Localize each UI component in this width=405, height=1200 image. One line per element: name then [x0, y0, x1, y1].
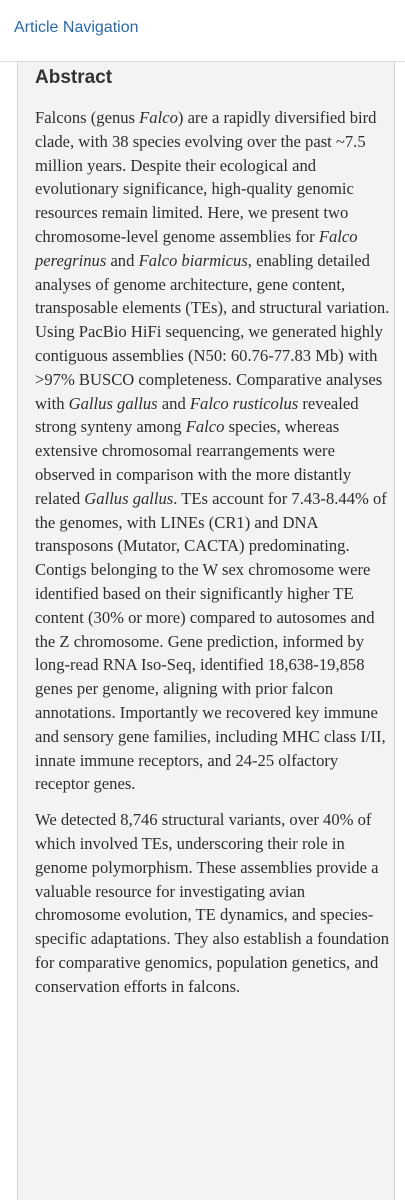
abstract-text: , enabling detailed analyses of genome architecture, gene content, transposable elements (TEs), and structural variation. Using PacBio HiFi sequencing, we generated highly contiguous assemblies (N50: 60.76-77.83 Mb) with >97% BUSCO completeness. Comparative analyses with [35, 250, 390, 413]
abstract-body [35, 106, 392, 1010]
abstract-text: . TEs account for 7.43-8.44% of the genomes, with LINEs (CR1) and DNA transposons (Mutator, CACTA) predominating. Contigs belonging to the W sex chromosome were identified based on their significantly higher TE content (30% or more) compared to autosomes and the Z chromosome. Gene prediction, informed by long-read RNA Iso-Seq, identified 18,638-19,858 genes per genome, aligning with prior falcon annotations. Importantly we recovered key immune and sensory gene families, including MHC class I/II, innate immune receptors, and 24-25 olfactory receptor genes. [35, 488, 387, 794]
abstract-paragraph-1 [35, 106, 392, 796]
abstract-paragraph-2: We detected 8,746 structural variants, over 40% of which involved TEs, underscoring their role in genome polymorphism. These assemblies provide a valuable resource for investigating avian chromosome evolution, TE dynamics, and species-specific adaptations. They also establish a foundation for comparative genomics, population genetics, and conservation efforts in falcons. [35, 810, 390, 996]
species-name: Falco [139, 108, 178, 127]
abstract-text: revealed strong synteny among [35, 393, 359, 437]
abstract-text: species, whereas extensive chromosomal rearrangements were observed in comparison with the more distantly related [35, 417, 352, 508]
abstract-panel [17, 62, 395, 1200]
species-name: Falco peregrinus [35, 226, 358, 270]
abstract-text: and [157, 393, 190, 413]
article-navigation-link[interactable]: Article Navigation [14, 19, 139, 36]
species-name: Falco rusticolus [189, 393, 299, 413]
species-name: Falco [185, 417, 225, 437]
species-name: Gallus gallus [84, 488, 174, 508]
abstract-text: Falcons (genus [35, 108, 140, 127]
abstract-text: ) are a rapidly diversified bird clade, with 38 species evolving over the past ~7.5 million years. Despite their ecological and evolutionary significance, high-quality genomic resources remain limited. Here, we present two chromosome-level genome assemblies for [35, 108, 377, 246]
species-name: Gallus gallus [68, 393, 158, 413]
abstract-text: and [106, 250, 139, 270]
species-name: Falco biarmicus [138, 250, 248, 270]
abstract-heading: Abstract [35, 67, 113, 88]
article-navigation-bar [0, 0, 405, 62]
